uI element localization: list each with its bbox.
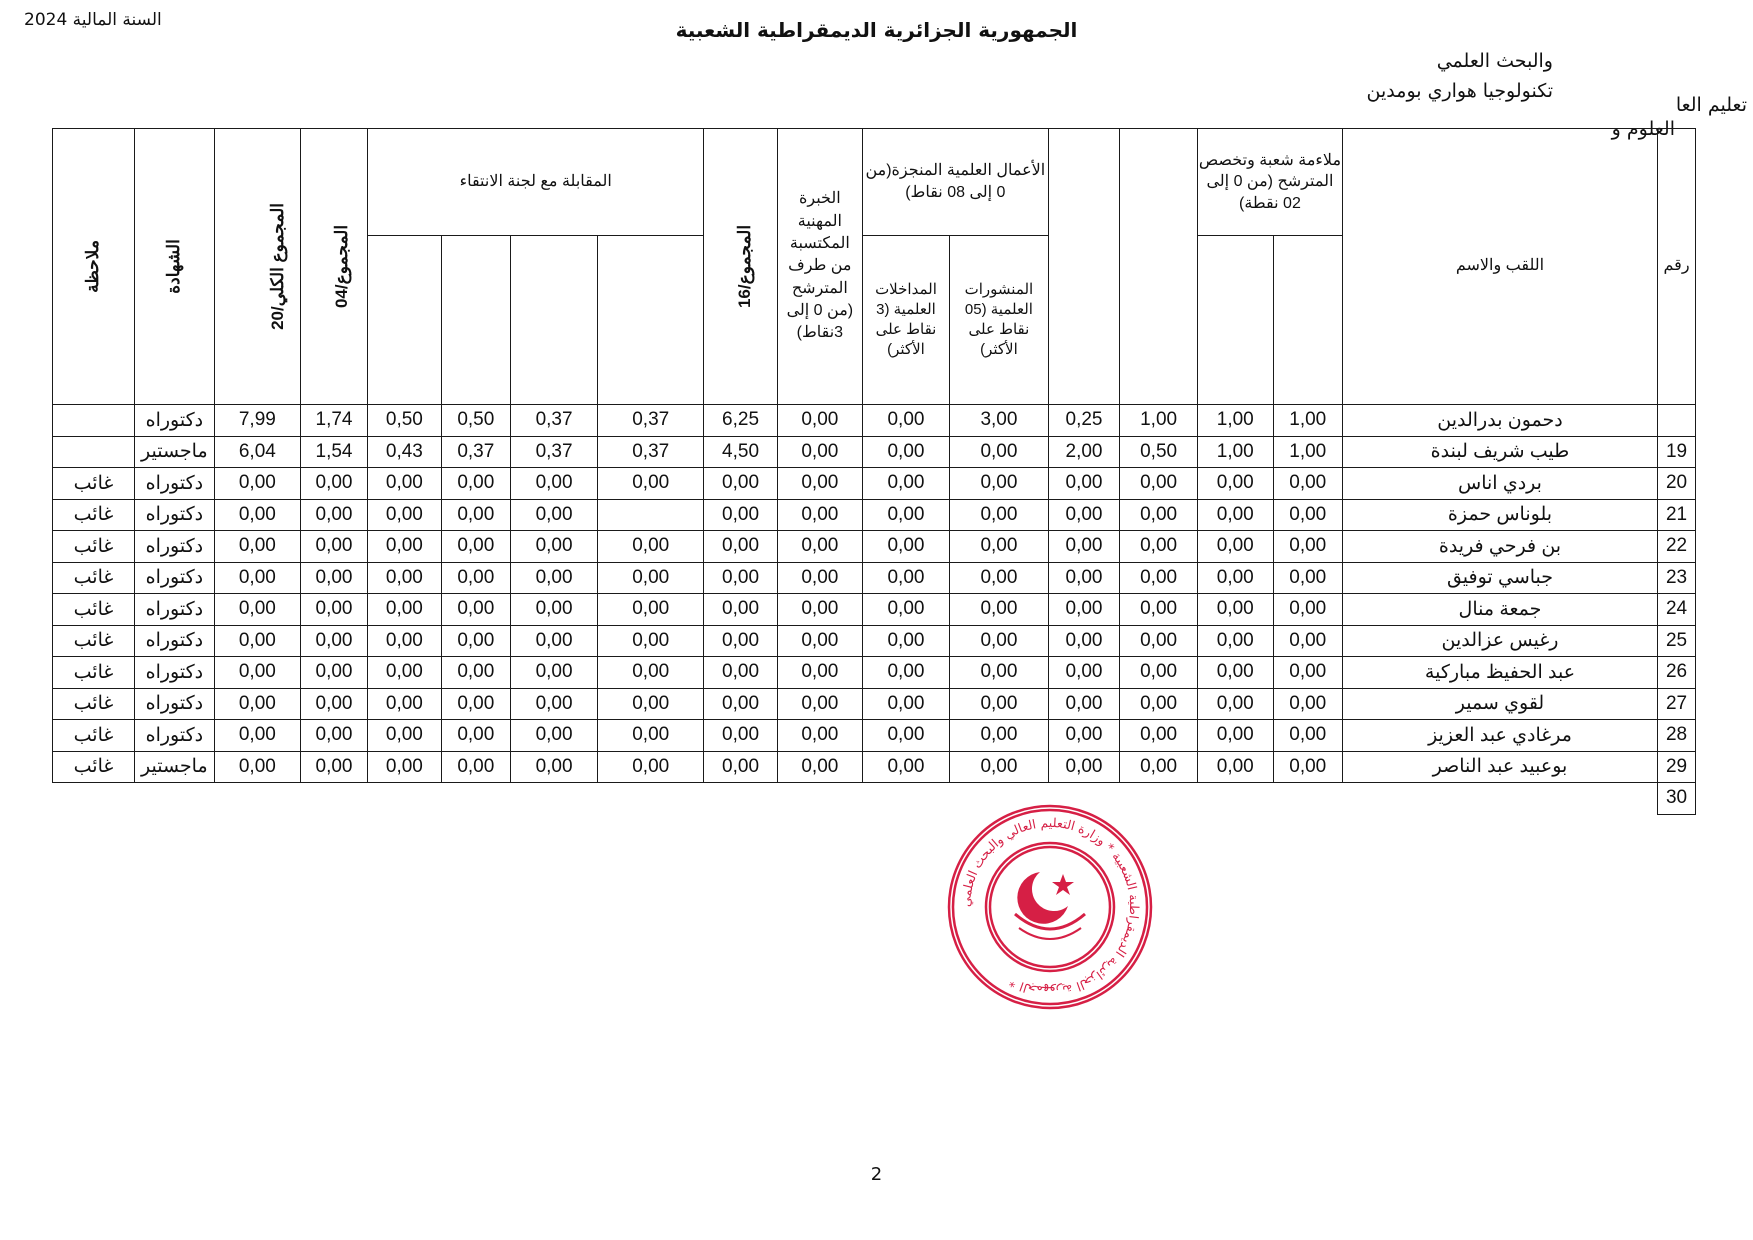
ministry-label: والبحث العلمي (1436, 50, 1553, 72)
cell-fit-branch: 0,00 (1273, 531, 1342, 563)
cell-rank: 29 (1658, 751, 1696, 783)
cell-name: طيب شريف لبندة (1342, 436, 1657, 468)
cell-sum4: 0,00 (300, 531, 367, 563)
cell-communications: 0,00 (862, 720, 949, 752)
cell-total20: 0,00 (214, 625, 300, 657)
cell-rank: 23 (1658, 562, 1696, 594)
table-row (53, 657, 1696, 689)
cell-experience: 0,00 (777, 688, 862, 720)
cell-name: لقوي سمير (1342, 688, 1657, 720)
col-communication (441, 236, 510, 405)
cell-experience: 0,00 (777, 625, 862, 657)
cell-sum4: 0,00 (300, 625, 367, 657)
cell-grade: 0,00 (1120, 562, 1198, 594)
cell-rank: 20 (1658, 468, 1696, 500)
cell-name: بوعبيد عبد الناصر (1342, 751, 1657, 783)
cell-degree: دكتوراه (134, 625, 214, 657)
cell-communications: 0,00 (862, 468, 949, 500)
cell-communication: 0,00 (441, 625, 510, 657)
fiscal-year: السنة المالية 2024 (24, 10, 162, 30)
cell-rank: 24 (1658, 594, 1696, 626)
cell-sum16: 0,00 (704, 657, 778, 689)
cell-skills: 0,00 (368, 531, 442, 563)
cell-communications: 0,00 (862, 531, 949, 563)
cell-name: بن فرحي فريدة (1342, 531, 1657, 563)
cell-degree: دكتوراه (134, 657, 214, 689)
cell-sum16: 0,00 (704, 562, 778, 594)
cell-clarity: 0,00 (510, 562, 597, 594)
cell-total20: 6,04 (214, 436, 300, 468)
cell-publications: 0,00 (950, 657, 1049, 689)
cell-communication: 0,00 (441, 751, 510, 783)
cell-experience: 0,00 (777, 405, 862, 437)
official-seal (945, 802, 1155, 1012)
cell-skills: 0,00 (368, 657, 442, 689)
cell-clarity: 0,00 (510, 751, 597, 783)
cell-degree: ماجستير (134, 436, 214, 468)
cell-note: غائب (53, 562, 135, 594)
cell-degree: دكتوراه (134, 688, 214, 720)
cell-grade: 0,00 (1120, 531, 1198, 563)
cell-communication: 0,00 (441, 531, 510, 563)
cell-total20: 0,00 (214, 594, 300, 626)
cell-degree: ماجستير (134, 751, 214, 783)
cell-seniority: 0,00 (1048, 625, 1119, 657)
cell-analysis: 0,00 (598, 720, 704, 752)
cell-sum4: 0,00 (300, 688, 367, 720)
cell-total20: 0,00 (214, 468, 300, 500)
cell-communication: 0,37 (441, 436, 510, 468)
col-grade (1120, 129, 1198, 405)
cell-rank: 30 (1658, 783, 1696, 815)
cell-experience: 0,00 (777, 499, 862, 531)
cell-analysis: 0,00 (598, 562, 704, 594)
cell-fit-spec: 0,00 (1197, 657, 1273, 689)
cell-note: غائب (53, 499, 135, 531)
cell-total20: 0,00 (214, 720, 300, 752)
cell-rank: 22 (1658, 531, 1696, 563)
cell-seniority: 0,00 (1048, 562, 1119, 594)
table-row (53, 688, 1696, 720)
cell-experience: 0,00 (777, 531, 862, 563)
cell-fit-spec: 0,00 (1197, 499, 1273, 531)
cell-grade: 1,00 (1120, 405, 1198, 437)
cell-analysis: 0,37 (598, 405, 704, 437)
col-sum16: المجموع/16 (704, 129, 778, 405)
cell-note: غائب (53, 468, 135, 500)
cell-degree: دكتوراه (134, 720, 214, 752)
cell-note (53, 436, 135, 468)
cell-degree: دكتوراه (134, 499, 214, 531)
cell-degree: دكتوراه (134, 594, 214, 626)
table-row (53, 751, 1696, 783)
page-number: 2 (870, 1164, 883, 1185)
table-row (53, 405, 1696, 437)
cell-rank: 28 (1658, 720, 1696, 752)
cell-name: عبد الحفيظ مباركية (1342, 657, 1657, 689)
cell-communication: 0,00 (441, 468, 510, 500)
cell-communication: 0,00 (441, 657, 510, 689)
cell-fit-spec: 0,00 (1197, 751, 1273, 783)
col-fit-spec (1197, 236, 1273, 405)
cell-seniority: 0,00 (1048, 657, 1119, 689)
col-skills (368, 236, 442, 405)
cell-note: غائب (53, 688, 135, 720)
cell-sum4: 0,00 (300, 657, 367, 689)
cell-sum4: 0,00 (300, 751, 367, 783)
cell-fit-spec: 1,00 (1197, 405, 1273, 437)
cell-grade: 0,50 (1120, 436, 1198, 468)
group-fit: ملاءمة شعبة وتخصص المترشح (من 0 إلى 02 نقطة) (1197, 129, 1342, 236)
cell-grade: 0,00 (1120, 468, 1198, 500)
cell-fit-spec: 0,00 (1197, 720, 1273, 752)
col-analysis (598, 236, 704, 405)
cell-total20: 0,00 (214, 657, 300, 689)
cell-sum16: 4,50 (704, 436, 778, 468)
cell-clarity: 0,00 (510, 657, 597, 689)
table-row (53, 468, 1696, 500)
cell-analysis: 0,00 (598, 594, 704, 626)
cell-grade: 0,00 (1120, 720, 1198, 752)
cell-name: رغيس عزالدين (1342, 625, 1657, 657)
cell-fit-branch: 0,00 (1273, 688, 1342, 720)
cell-skills: 0,00 (368, 594, 442, 626)
cell-name: بلوناس حمزة (1342, 499, 1657, 531)
cell-experience: 0,00 (777, 468, 862, 500)
cell-sum16: 0,00 (704, 594, 778, 626)
cell-fit-branch: 0,00 (1273, 562, 1342, 594)
cell-skills: 0,00 (368, 499, 442, 531)
cell-publications: 0,00 (950, 562, 1049, 594)
cell-fit-spec: 1,00 (1197, 436, 1273, 468)
cell-seniority: 0,00 (1048, 531, 1119, 563)
cell-rank: 27 (1658, 688, 1696, 720)
cell-grade: 0,00 (1120, 499, 1198, 531)
cell-name: دحمون بدرالدين (1342, 405, 1657, 437)
cell-total20: 7,99 (214, 405, 300, 437)
cell-fit-spec: 0,00 (1197, 468, 1273, 500)
cell-seniority: 0,25 (1048, 405, 1119, 437)
cell-fit-branch: 0,00 (1273, 468, 1342, 500)
cell-communication: 0,00 (441, 594, 510, 626)
cell-sum16: 0,00 (704, 468, 778, 500)
cell-rank: 19 (1658, 436, 1696, 468)
cell-seniority: 0,00 (1048, 720, 1119, 752)
svg-text:الجمهورية الجزائرية الديمقراطي: الجمهورية الجزائرية الديمقراطية الشعبية * وزارة التعليم العالي والبحث العلمي * (957, 814, 1143, 1000)
cell-publications: 0,00 (950, 751, 1049, 783)
cell-skills: 0,50 (368, 405, 442, 437)
cell-name: بردي اناس (1342, 468, 1657, 500)
page-title: الجمهورية الجزائرية الديمقراطية الشعبية (675, 18, 1078, 42)
cell-note: غائب (53, 594, 135, 626)
cell-skills: 0,00 (368, 751, 442, 783)
cell-fit-spec: 0,00 (1197, 531, 1273, 563)
col-fit-branch (1273, 236, 1342, 405)
cell-sum16: 0,00 (704, 625, 778, 657)
cell-experience: 0,00 (777, 436, 862, 468)
cell-sum4: 0,00 (300, 594, 367, 626)
col-publications: المنشورات العلمية (05 نقاط على الأكثر) (950, 236, 1049, 405)
cell-sum16: 0,00 (704, 499, 778, 531)
cell-total20: 0,00 (214, 562, 300, 594)
cell-note: غائب (53, 625, 135, 657)
cell-sum4: 0,00 (300, 562, 367, 594)
cell-note: غائب (53, 657, 135, 689)
group-scientific-works: الأعمال العلمية المنجزة(من 0 إلى 08 نقاط) (862, 129, 1048, 236)
cell-fit-spec: 0,00 (1197, 562, 1273, 594)
cell-publications: 0,00 (950, 688, 1049, 720)
col-seniority (1048, 129, 1119, 405)
col-clarity (510, 236, 597, 405)
col-communications: المداخلات العلمية (3 نقاط على الأكثر) (862, 236, 949, 405)
cell-communications: 0,00 (862, 657, 949, 689)
cell-clarity: 0,00 (510, 499, 597, 531)
cell-degree: دكتوراه (134, 562, 214, 594)
cut-header-fragment: العلوم و (1611, 118, 1675, 140)
table-row (53, 720, 1696, 752)
table-row (53, 625, 1696, 657)
cell-fit-spec: 0,00 (1197, 688, 1273, 720)
cell-degree: دكتوراه (134, 531, 214, 563)
cell-publications: 0,00 (950, 625, 1049, 657)
cell-fit-spec: 0,00 (1197, 594, 1273, 626)
cell-publications: 0,00 (950, 594, 1049, 626)
cell-sum4: 0,00 (300, 499, 367, 531)
cell-seniority: 2,00 (1048, 436, 1119, 468)
cell-communications: 0,00 (862, 499, 949, 531)
cell-fit-branch: 1,00 (1273, 436, 1342, 468)
cell-sum4: 0,00 (300, 720, 367, 752)
col-total20: المجموع الكلي/20 (214, 129, 300, 405)
cell-clarity: 0,00 (510, 594, 597, 626)
cell-seniority: 0,00 (1048, 751, 1119, 783)
results-table (52, 128, 1696, 815)
cell-sum16: 0,00 (704, 688, 778, 720)
col-experience: الخبرة المهنية المكتسبة من طرف المترشح (من 0 إلى 3نقاط) (777, 129, 862, 405)
cell-publications: 0,00 (950, 531, 1049, 563)
cell-sum4: 1,54 (300, 436, 367, 468)
table-row (53, 783, 1696, 815)
cell-fit-branch: 0,00 (1273, 720, 1342, 752)
cell-sum16: 6,25 (704, 405, 778, 437)
cell-rank: 25 (1658, 625, 1696, 657)
cell-communications: 0,00 (862, 594, 949, 626)
cell-sum4: 1,74 (300, 405, 367, 437)
table-row (53, 562, 1696, 594)
col-rank: رقم (1658, 129, 1696, 405)
cell-communication: 0,00 (441, 688, 510, 720)
cell-experience: 0,00 (777, 594, 862, 626)
cell-rank: 26 (1658, 657, 1696, 689)
cell-clarity: 0,37 (510, 436, 597, 468)
cell-rank (1658, 405, 1696, 437)
cell-communication: 0,50 (441, 405, 510, 437)
cell-experience: 0,00 (777, 720, 862, 752)
cell-total20: 0,00 (214, 688, 300, 720)
cell-skills: 0,00 (368, 468, 442, 500)
cell-grade: 0,00 (1120, 688, 1198, 720)
cell-name: مرغادي عبد العزيز (1342, 720, 1657, 752)
table-row (53, 531, 1696, 563)
cell-fit-branch: 0,00 (1273, 657, 1342, 689)
table-row (53, 499, 1696, 531)
col-sum4: المجموع/04 (300, 129, 367, 405)
cell-fit-spec: 0,00 (1197, 625, 1273, 657)
cell-communication: 0,00 (441, 562, 510, 594)
table-row (53, 436, 1696, 468)
cell-grade: 0,00 (1120, 625, 1198, 657)
cell-sum16: 0,00 (704, 531, 778, 563)
cell-skills: 0,00 (368, 688, 442, 720)
cut-header-fragment: تعليم العا (1675, 94, 1747, 116)
cell-seniority: 0,00 (1048, 594, 1119, 626)
cell-publications: 3,00 (950, 405, 1049, 437)
cell-skills: 0,00 (368, 720, 442, 752)
cell-analysis: 0,37 (598, 436, 704, 468)
cell-publications: 0,00 (950, 720, 1049, 752)
cell-clarity: 0,00 (510, 688, 597, 720)
cell-degree: دكتوراه (134, 468, 214, 500)
cell-name: جمعة منال (1342, 594, 1657, 626)
cell-note: غائب (53, 751, 135, 783)
group-interview: المقابلة مع لجنة الانتقاء (368, 129, 704, 236)
cell-publications: 0,00 (950, 436, 1049, 468)
cell-fit-branch: 0,00 (1273, 594, 1342, 626)
cell-analysis (598, 499, 704, 531)
cell-clarity: 0,00 (510, 720, 597, 752)
cell-clarity: 0,00 (510, 531, 597, 563)
cell-fit-branch: 0,00 (1273, 751, 1342, 783)
cell-experience: 0,00 (777, 657, 862, 689)
cell-publications: 0,00 (950, 499, 1049, 531)
col-note: ملاحظة (53, 129, 135, 405)
col-name: اللقب والاسم (1342, 129, 1657, 405)
cell-communications: 0,00 (862, 751, 949, 783)
cell-experience: 0,00 (777, 751, 862, 783)
cell-skills: 0,00 (368, 562, 442, 594)
cell-note: غائب (53, 720, 135, 752)
cell-total20: 0,00 (214, 499, 300, 531)
cell-communication: 0,00 (441, 499, 510, 531)
cell-rank: 21 (1658, 499, 1696, 531)
crescent-star-icon (1015, 872, 1085, 939)
cell-fit-branch: 0,00 (1273, 499, 1342, 531)
cell-seniority: 0,00 (1048, 499, 1119, 531)
cell-analysis: 0,00 (598, 468, 704, 500)
cell-fit-branch: 0,00 (1273, 625, 1342, 657)
cell-seniority: 0,00 (1048, 688, 1119, 720)
cell-experience: 0,00 (777, 562, 862, 594)
cell-clarity: 0,37 (510, 405, 597, 437)
cell-seniority: 0,00 (1048, 468, 1119, 500)
cell-sum16: 0,00 (704, 751, 778, 783)
cell-communications: 0,00 (862, 562, 949, 594)
cell-publications: 0,00 (950, 468, 1049, 500)
cell-analysis: 0,00 (598, 688, 704, 720)
cell-communications: 0,00 (862, 405, 949, 437)
cell-analysis: 0,00 (598, 625, 704, 657)
cell-grade: 0,00 (1120, 657, 1198, 689)
cell-analysis: 0,00 (598, 751, 704, 783)
cell-communications: 0,00 (862, 625, 949, 657)
cell-note (53, 405, 135, 437)
cell-name: جباسي توفيق (1342, 562, 1657, 594)
university-label: تكنولوجيا هواري بومدين (1366, 80, 1553, 102)
cell-clarity: 0,00 (510, 625, 597, 657)
cell-communications: 0,00 (862, 688, 949, 720)
cell-total20: 0,00 (214, 531, 300, 563)
cell-degree: دكتوراه (134, 405, 214, 437)
cell-sum16: 0,00 (704, 720, 778, 752)
cell-clarity: 0,00 (510, 468, 597, 500)
cell-skills: 0,00 (368, 625, 442, 657)
cell-skills: 0,43 (368, 436, 442, 468)
cell-total20: 0,00 (214, 751, 300, 783)
cell-analysis: 0,00 (598, 657, 704, 689)
cell-communication: 0,00 (441, 720, 510, 752)
cell-note: غائب (53, 531, 135, 563)
cell-communications: 0,00 (862, 436, 949, 468)
cell-grade: 0,00 (1120, 751, 1198, 783)
cell-sum4: 0,00 (300, 468, 367, 500)
cell-fit-branch: 1,00 (1273, 405, 1342, 437)
cell-analysis: 0,00 (598, 531, 704, 563)
table-row (53, 594, 1696, 626)
col-degree: الشهادة (134, 129, 214, 405)
cell-grade: 0,00 (1120, 594, 1198, 626)
